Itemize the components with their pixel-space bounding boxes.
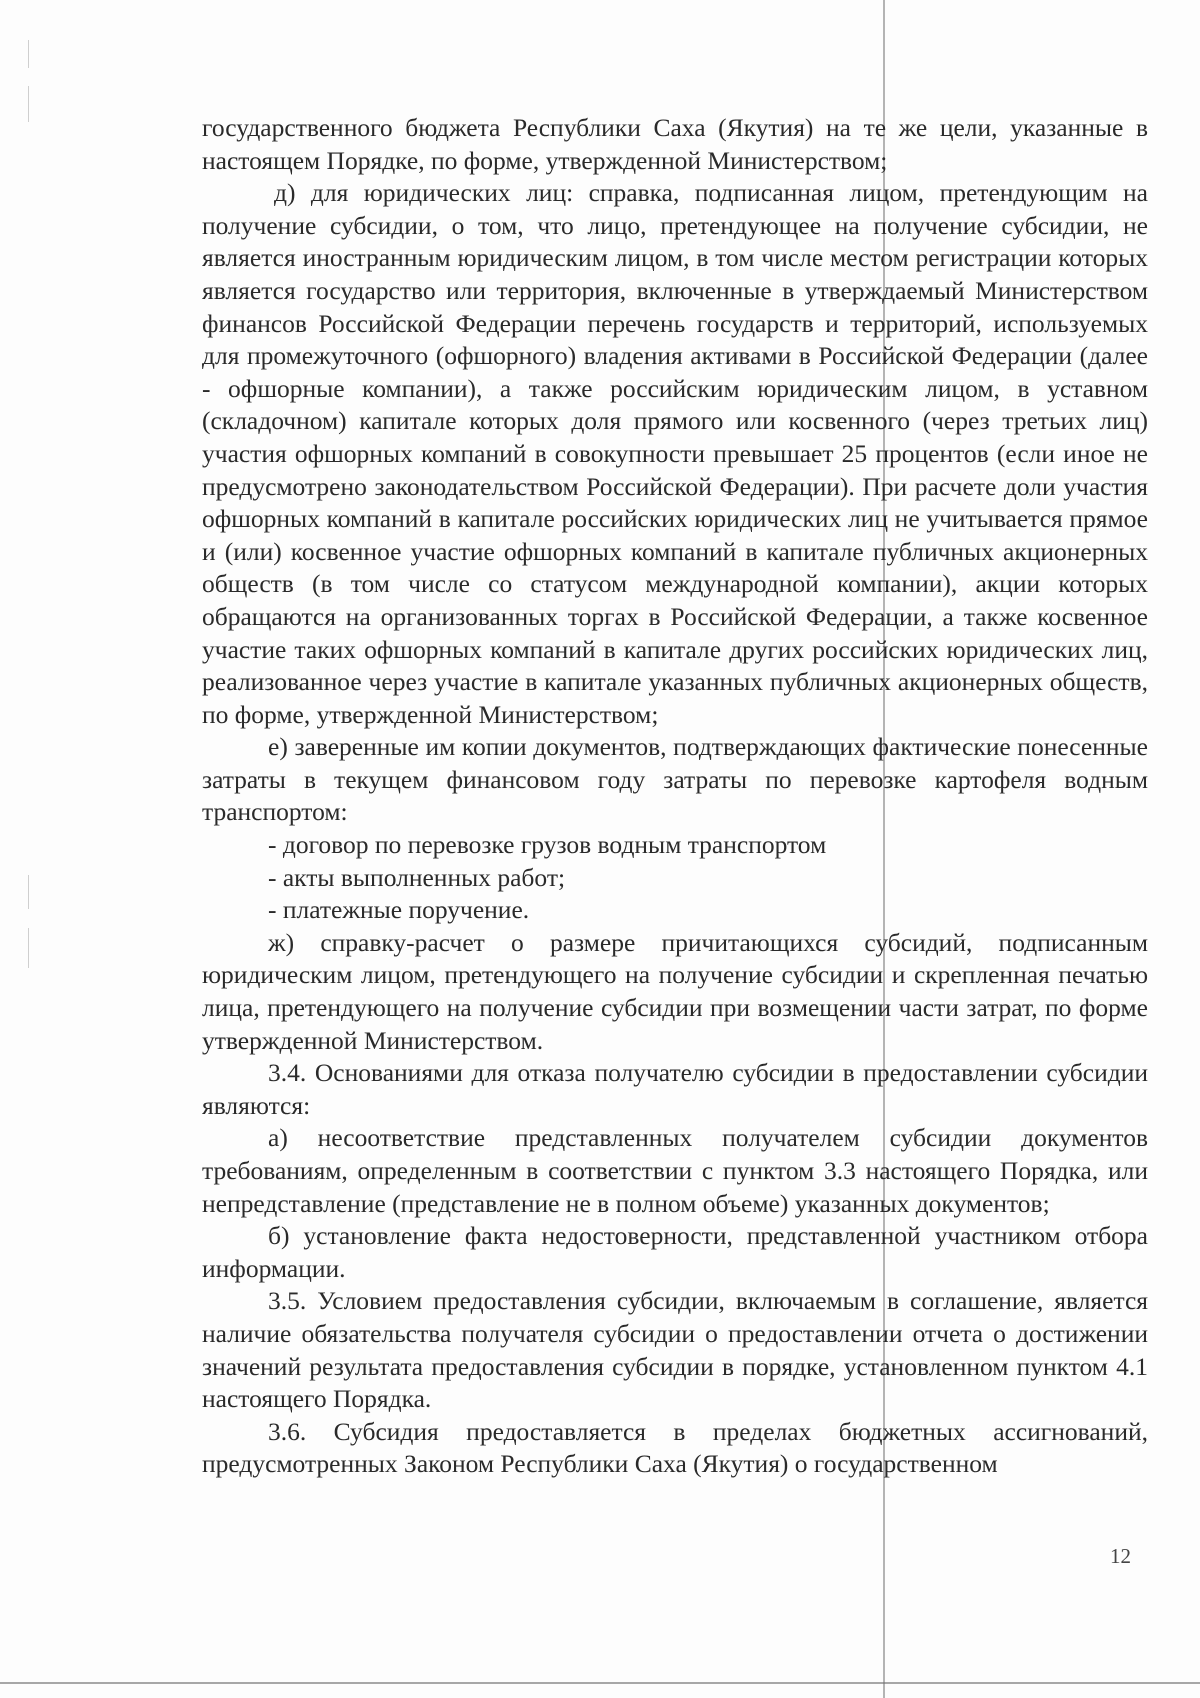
- paragraph-3-5: 3.5. Условием предоставления субсидии, включаемым в соглашение, является наличие обязательства получателя субсидии о предоставлении отчета о достижении значений результата предоставления субсидии в порядке, установленном пунктом 4.1 настоящего Порядка.: [202, 1286, 1148, 1414]
- page-number: 12: [1110, 1544, 1131, 1568]
- paragraph-item-e: е) заверенные им копии документов, подтверждающих фактические понесенные затраты в текущем финансовом году затраты по перевозке картофеля водным транспортом:: [202, 732, 1148, 827]
- paragraph-item-b: б) установление факта недостоверности, представленной участником отбора информации.: [202, 1221, 1148, 1283]
- paragraph-continuation: государственного бюджета Республики Саха (Якутия) на те же цели, указанные в настоящем Порядке, по форме, утвержденной Министерством;: [202, 113, 1148, 175]
- paragraph-3-4: 3.4. Основаниями для отказа получателю субсидии в предоставлении субсидии являются:: [202, 1058, 1148, 1120]
- scan-edge-mark: [28, 875, 29, 909]
- paragraph-3-6: 3.6. Субсидия предоставляется в пределах бюджетных ассигнований, предусмотренных Законом Республики Саха (Якутия) о государственном: [202, 1416, 1148, 1479]
- list-item: - платежные поручение.: [268, 895, 530, 925]
- paragraph-item-d: д) для юридических лиц: справка, подписанная лицом, претендующим на получение субсидии, о том, что лицо, претендующее на получение субсидии, не является иностранным юридическим лицом, в том числе местом регистрации которых является государство или территория, включенные в утверждаемый Министерством финансов Российской Федерации перечень государств и территорий, используемых для промежуточного (офшорного) владения активами в Российской Федерации (далее - офшорные компании), а также российским юридическим лицом, в уставном (складочном) капитале которых доля прямого или косвенного (через третьих лиц) участия офшорных компаний в совокупности превышает 25 процентов (если иное не предусмотрено законодательством Российской Федерации). При расчете доли участия офшорных компаний в капитале российских юридических лиц не учитывается прямое и (или) косвенное участие офшорных компаний в капитале публичных акционерных обществ (в том числе со статусом международной компании), акции которых обращаются на организованных торгах в Российской Федерации, а также косвенное участие таких офшорных компаний в капитале других российских юридических лиц, реализованное через участие в капитале указанных публичных акционерных обществ, по форме, утвержденной Министерством;: [202, 178, 1148, 729]
- scan-edge-mark: [28, 86, 29, 122]
- list-item: - договор по перевозке грузов водным транспортом: [268, 830, 827, 860]
- scan-edge-mark: [28, 928, 29, 968]
- scan-edge-mark: [28, 40, 29, 68]
- list-item: - акты выполненных работ;: [268, 862, 566, 892]
- scan-bottom-edge: [0, 1682, 1200, 1684]
- paragraph-item-zh: ж) справку-расчет о размере причитающихся субсидий, подписанным юридическим лицом, претендующего на получение субсидии и скрепленная печатью лица, претендующего на получение субсидии при возмещении части затрат, по форме утвержденной Министерством.: [202, 927, 1148, 1055]
- paragraph-item-a: а) несоответствие представленных получателем субсидии документов требованиям, определенным в соответствии с пунктом 3.3 настоящего Порядка, или непредставление (представление не в полном объеме) указанных документов;: [202, 1123, 1148, 1218]
- document-body: [202, 112, 1148, 1481]
